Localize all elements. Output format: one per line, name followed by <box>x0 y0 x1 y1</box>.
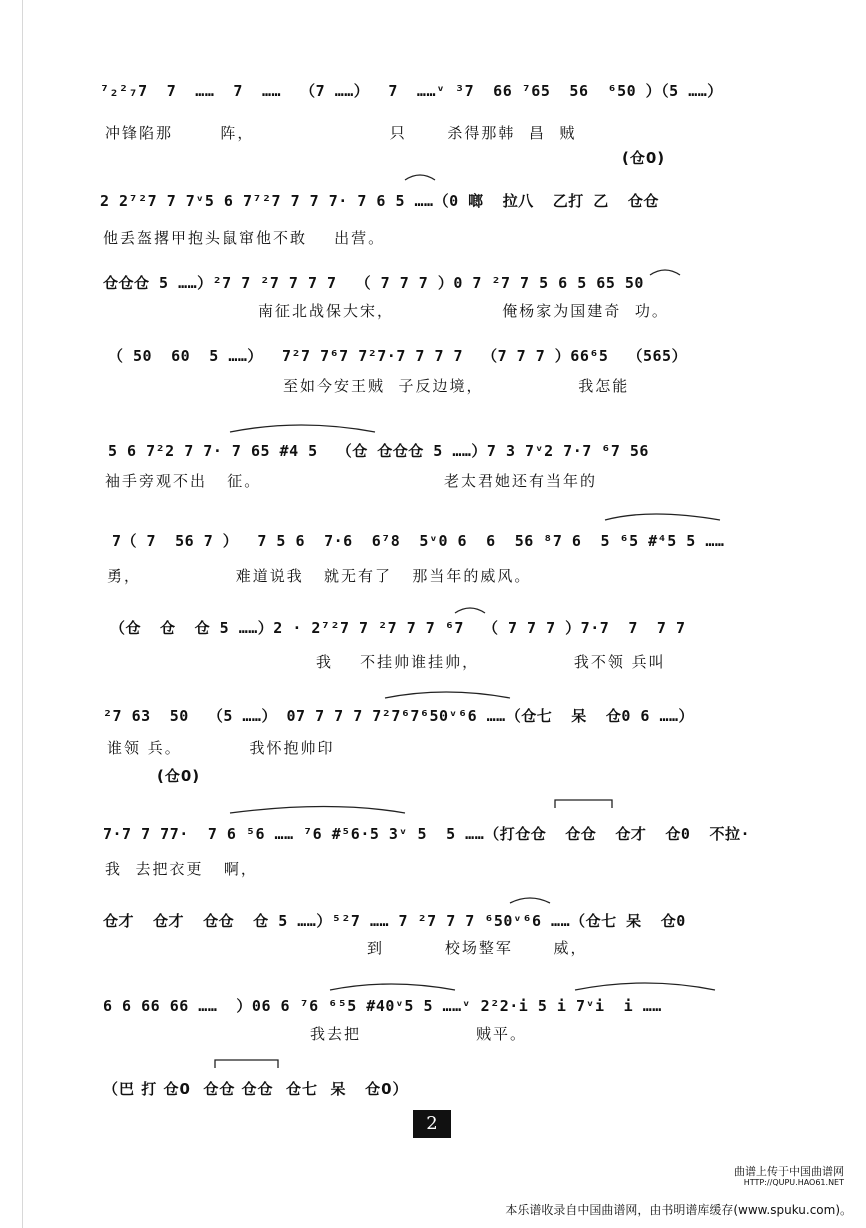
notation-line: （仓 仓 仓 5 ……）2 · 2⁷²7 7 ²7 7 7 ⁶7 （ 7 7 7 ）7·7 7 7 7 <box>110 619 686 637</box>
lyric-line: 袖手旁观不出 征。 老太君她还有当年的 <box>105 472 598 490</box>
notation-line: 7（ 7 56 7 ） 7 5 6 7·6 6⁷8 5ᵛ0 6 6 56 ⁸7 6 5 ⁶5 #⁴5 5 …… <box>112 532 725 550</box>
page-number: 2 <box>413 1110 451 1138</box>
lyric-line: 至如今安王贼 子反边境， 我怎能 <box>283 377 630 395</box>
lyric-line: 到 校场整军 威， <box>367 939 588 957</box>
notation-line: 7·7 7 77· 7 6 ⁵6 …… ⁷6 #⁵6·5 3ᵛ 5 5 ……（打仓仓 仓仓 仓才 仓0 不拉· <box>103 825 751 843</box>
lyric-line: 他丢盔撂甲抱头鼠窜他不敢 出营。 <box>103 229 386 247</box>
watermark-line-2: HTTP://QUPU.HAO61.NET <box>743 1178 844 1187</box>
lyric-line: 南征北战保大宋， 俺杨家为国建奇 功。 <box>258 302 669 320</box>
lyric-line: 我去把 贼平。 <box>310 1025 528 1043</box>
lyric-line: 谁领 兵。 我怀抱帅印 <box>107 739 335 757</box>
lyric-line: 我 去把衣更 啊， <box>105 860 258 878</box>
notation-line: 5 6 7²2 7 7· 7 65 #4 5 （仓 仓仓仓 5 ……）7 3 7ᵛ2 7·7 ⁶7 56 <box>108 442 649 460</box>
lyric-line: 我 不挂帅谁挂帅， 我不领 兵叫 <box>316 653 666 671</box>
footer-credit: 本乐谱收录自中国曲谱网，由书明谱库缓存(www.spuku.com)。 <box>505 1203 852 1217</box>
percussion-line: (仓0) <box>157 767 201 785</box>
notation-line: 仓仓仓 5 ……）²7 7 ²7 7 7 7 （ 7 7 7 ）0 7 ²7 7 5 6 5 65 50 <box>103 274 644 292</box>
percussion-line: (仓0) <box>622 149 666 167</box>
notation-line: 6 6 66 66 …… ）06 6 ⁷6 ⁶⁵5 #40ᵛ5 5 ……ᵛ 2²2·i 5 i 7ᵛi i …… <box>103 997 662 1015</box>
notation-line: 2 2⁷²7 7 7ᵛ5 6 7⁷²7 7 7 7· 7 6 5 ……（0 啷 拉八 乙打 乙 仓仓 <box>100 192 659 210</box>
lyric-line: 勇， 难道说我 就无有了 那当年的威风。 <box>107 567 532 585</box>
lyric-line: 冲锋陷那 阵， 只 杀得那韩 昌 贼 <box>105 124 577 142</box>
notation-line: ²7 63 50 （5 ……） 07 7 7 7 7²7⁶7⁶50ᵛ⁶6 ……（仓七 呆 仓0 6 ……） <box>103 707 695 725</box>
percussion-line: （巴 打 仓0 仓仓 仓仓 仓七 呆 仓0） <box>103 1080 409 1098</box>
watermark-line-1: 曲谱上传于中国曲谱网 <box>734 1165 844 1178</box>
notation-line: ⁷₂²₇7 7 …… 7 …… （7 ……） 7 ……ᵛ ³7 66 ⁷65 56 ⁶50 ）（5 ……） <box>100 82 723 100</box>
notation-line: （ 50 60 5 ……） 7²7 7⁶7 7²7·7 7 7 7 （7 7 7 ）66⁶5 （565） <box>108 347 688 365</box>
notation-line: 仓才 仓才 仓仓 仓 5 ……）⁵²7 …… 7 ²7 7 7 ⁶50ᵛ⁶6 ……（仓七 呆 仓0 <box>103 912 686 930</box>
